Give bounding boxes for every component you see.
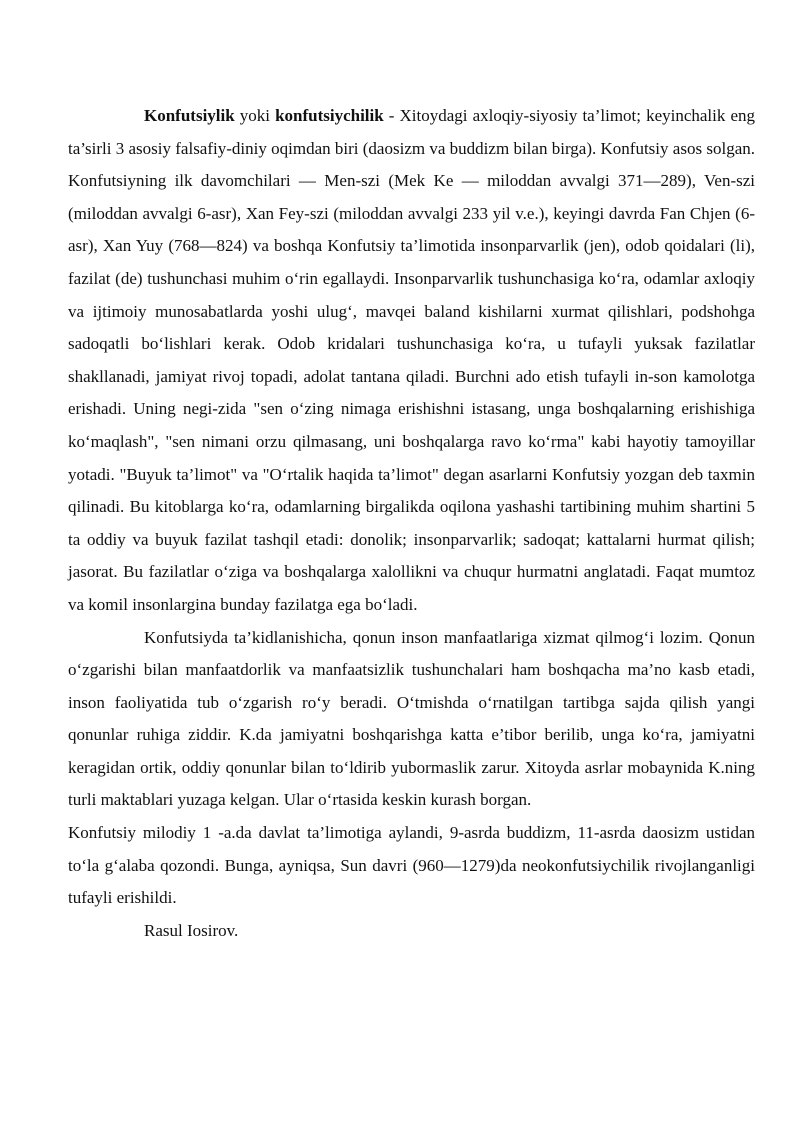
- paragraph-intro: [68, 100, 755, 622]
- term-conjunction: yoki: [234, 106, 276, 125]
- signature: Rasul Iosirov.: [144, 920, 239, 940]
- term-konfutsiychilik: konfutsiychilik: [275, 106, 384, 125]
- paragraph-intro-text: - Xitoydagi axloqiy-siyosiy ta’limot; keyinchalik eng ta’sirli 3 asosiy falsafiy-diniy oqimdan biri (daosizm va buddizm bilan birga). Konfutsiy asos solgan. Konfutsiyning ilk davomchilari — Men-szi (Mek Ke — miloddan avvalgi 371—289), Ven-szi (miloddan avvalgi 6-asr), Xan Fey-szi (miloddan avvalgi 233 yil v.e.), keyingi davrda Fan Chjen (6-asr), Xan Yuy (768—824) va boshqa Konfutsiy ta’limotida insonparvarlik (jen), odob qoidalari (li), fazilat (de) tushunchasi muhim o‘rin egallaydi. Insonparvarlik tushunchasiga ko‘ra, odamlar axloqiy va ijtimoiy munosabatlarda yoshi ulug‘, mavqei baland kishilarni xurmat qilishlari, podshohga sadoqatli bo‘lishlari kerak. Odob kridalari tushunchasiga ko‘ra, u tufayli yuksak fazilatlar shakllanadi, jamiyat rivoj topadi, adolat tantana qiladi. Burchni ado etish tufayli in-son kamolotga erishadi. Uning negi-zida "sen o‘zing nimaga erishishni istasang, unga boshqalarning erishishiga ko‘maqlash", "sen nimani orzu qilmasang, uni boshqalarga ravo ko‘rma" kabi hayotiy tamoyillar yotadi. "Buyuk ta’limot" va "O‘rtalik haqida ta’limot" degan asarlarni Konfutsiy yozgan deb taxmin qilinadi. Bu kitoblarga ko‘ra, odamlarning birgalikda oqilona yashashi tartibining muhim shartini 5 ta oddiy va buyuk fazilat tashqil etadi: donolik; insonparvarlik; sadoqat; kattalarni hurmat qilish; jasorat. Bu fazilatlar o‘ziga va boshqalarga xalollikni va chuqur hurmatni anglatadi. Faqat mumtoz va komil insonlargina bunday fazilatga ega bo‘ladi.: [68, 106, 755, 614]
- paragraph-law: Konfutsiyda ta’kidlanishicha, qonun inson manfaatlariga xizmat qilmog‘i lozim. Qonun o‘zgarishi bilan manfaatdorlik va manfaatsizlik tushunchalari ham boshqacha ma’no kasb etadi, inson faoliyatida tub o‘zgarish ro‘y beradi. O‘tmishda o‘rnatilgan tartibga sajda qilish yangi qonunlar ruhiga ziddir. K.da jamiyatni boshqarishga katta e’tibor berilib, unga ko‘ra, jamiyatni keragidan ortik, oddiy qonunlar bilan to‘ldirib yubormaslik zarur. Xitoyda asrlar mobaynida K.ning turli maktablari yuzaga kelgan. Ular o‘rtasida keskin kurash borgan.: [68, 627, 755, 810]
- document-page: [68, 100, 755, 947]
- paragraph-history: Konfutsiy milodiy 1 -a.da davlat ta’limotiga aylandi, 9-asrda buddizm, 11-asrda daosizm ustidan to‘la g‘alaba qozondi. Bunga, ayniqsa, Sun davri (960—1279)da neokonfutsiychilik rivojlanganligi tufayli erishildi.: [68, 823, 755, 908]
- term-konfutsiylik: Konfutsiylik: [144, 106, 235, 125]
